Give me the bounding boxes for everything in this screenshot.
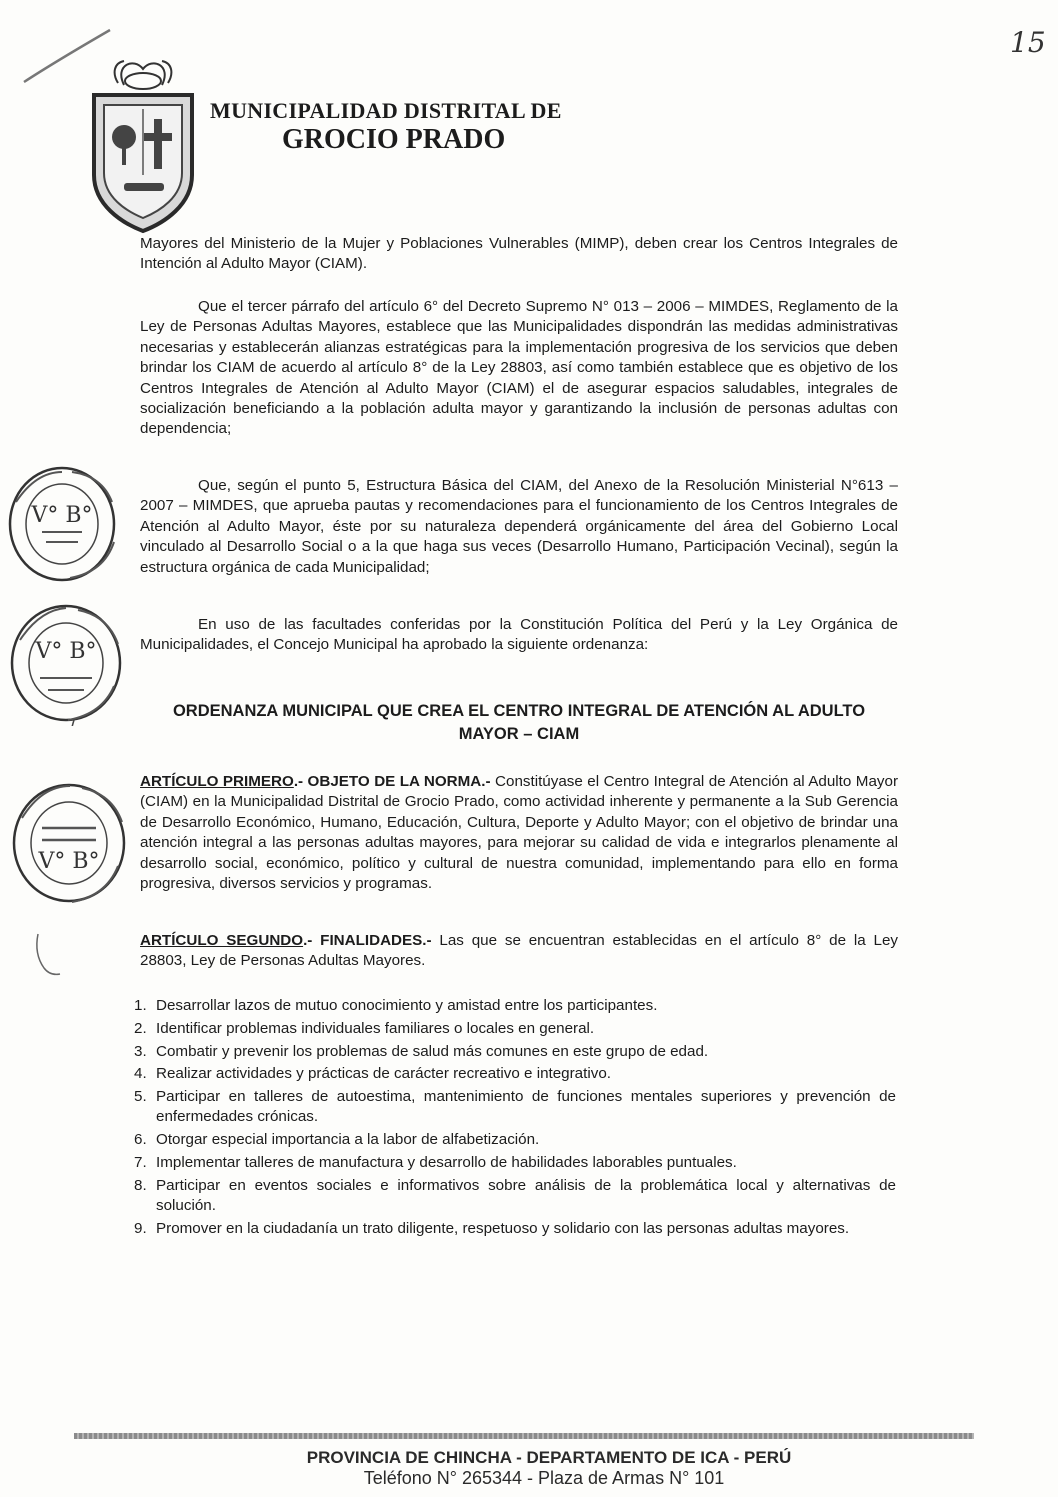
list-item-number: 9. — [134, 1219, 147, 1237]
article-segundo-heading: ARTÍCULO SEGUNDO — [140, 932, 304, 949]
municipal-coat-of-arms — [84, 55, 202, 235]
page-number: 15 — [1010, 26, 1046, 59]
list-item-text: Participar en talleres de autoestima, mantenimiento de funciones mentales superiores y prevención de enfermedades crónicas. — [156, 1088, 896, 1126]
list-item — [134, 1019, 896, 1039]
stamp-gerencia-municipal — [6, 778, 132, 908]
list-item-number: 7. — [134, 1153, 147, 1171]
list-item-number: 6. — [134, 1131, 147, 1149]
list-item-text: Implementar talleres de manufactura y desarrollo de habilidades laborables puntuales. — [156, 1153, 737, 1171]
paragraph-continuation: Mayores del Ministerio de la Mujer y Poblaciones Vulnerables (MIMP), deben crear los Centros Integrales de Intención al Adulto Mayor (CIAM). — [140, 235, 898, 273]
list-item — [134, 1130, 896, 1150]
finalidades-list — [134, 996, 896, 1242]
footer-province: PROVINCIA DE CHINCHA - DEPARTAMENTO DE ICA - PERÚ — [306, 1448, 792, 1467]
list-item-number: 8. — [134, 1176, 147, 1194]
footer-contact: Teléfono N° 265344 - Plaza de Armas N° 101 — [363, 1468, 725, 1488]
list-item — [134, 996, 896, 1016]
paragraph-resolucion-ministerial: Que, según el punto 5, Estructura Básica del CIAM, del Anexo de la Resolución Ministerial N°613 – 2007 – MIMDES, que aprueba pautas y recomendaciones para el funcionamiento de los Centros Integrales de Atención al Adulto Mayor, éste por su naturaleza dependerá orgánicamente del área del Gobierno Local vinculado al Desarrollo Social o a la que haga sus veces (Desarrollo Humano, Participación Vecinal), según la estructura orgánica de cada Municipalidad; — [140, 477, 898, 576]
stamp-asesoria-legal — [4, 600, 128, 726]
article-primero-heading: ARTÍCULO PRIMERO — [140, 773, 294, 790]
stamp-despacho-alcaldia — [2, 462, 124, 586]
ordinance-title-line2: MAYOR – CIAM — [458, 725, 580, 743]
pen-mark — [30, 930, 70, 980]
article-segundo — [140, 931, 898, 972]
ordinance-title-line1: ORDENANZA MUNICIPAL QUE CREA EL CENTRO INTEGRAL DE ATENCIÓN AL ADULTO — [172, 702, 866, 720]
list-item-text: Identificar problemas individuales familiares o locales en general. — [156, 1019, 595, 1037]
list-item-number: 1. — [134, 997, 147, 1014]
list-item-text: Otorgar especial importancia a la labor de alfabetización. — [156, 1131, 540, 1149]
paragraph-decreto-supremo: Que el tercer párrafo del artículo 6° del Decreto Supremo N° 013 – 2006 – MIMDES, Reglamento de la Ley de Personas Adultas Mayores, establece que las Municipalidades dispondrán las medidas administrativas necesarias y establecerán alianzas estratégicas para la implementación progresiva de los servicios que deben brindar los CIAM de acuerdo al artículo 8° de la Ley 28803, así como también establece que es objetivo de los Centros Integrales de Atención al Adulto Mayor (CIAM) el de asegurar espacios saludables, integrales de socialización beneficiando a la población adulta mayor y garantizando la inclusión de personas adultas con dependencia; — [140, 298, 898, 438]
list-item — [134, 1219, 896, 1239]
list-item-number: 2. — [134, 1019, 147, 1037]
list-item — [134, 1064, 896, 1084]
header-municipality-line: MUNICIPALIDAD DISTRITAL DE — [210, 98, 562, 123]
list-item-text: Realizar actividades y prácticas de carácter recreativo e integrativo. — [156, 1065, 611, 1083]
svg-text:V° B°: V° B° — [38, 849, 100, 874]
list-item-number: 5. — [134, 1088, 147, 1106]
article-primero-text: Constitúyase el Centro Integral de Atención al Adulto Mayor (CIAM) en la Municipalidad Distrital de Grocio Prado, como actividad inherente y permanente a la Sub Gerencia de Desarrollo Económico, Humano, Educación, Cultura, Deporte y Adulto Mayor; con el objetivo de brindar una atención integral a las personas adultas mayores, para mejorar su calidad de vida e integrarlos plenamente al desarrollo social, económico, político y cultural de nuestra comunidad, implementando para ello en forma progresiva, diversos servicios y programas. — [140, 773, 899, 893]
list-item — [134, 1176, 896, 1216]
footer-rule — [74, 1433, 974, 1439]
header-district-name: GROCIO PRADO — [282, 124, 506, 155]
svg-text:V° B°: V° B° — [35, 639, 97, 664]
paragraph-facultades: En uso de las facultades conferidas por la Constitución Política del Perú y la Ley Orgánica de Municipalidades, el Concejo Municipal ha aprobado la siguiente ordenanza: — [140, 616, 898, 654]
list-item — [134, 1087, 896, 1127]
article-primero — [140, 772, 898, 894]
article-segundo-subheading: .- FINALIDADES.- — [303, 932, 432, 949]
list-item — [134, 1153, 896, 1173]
list-item — [134, 1042, 896, 1062]
ordinance-title — [140, 700, 898, 746]
list-item-number: 3. — [134, 1042, 147, 1060]
article-primero-subheading: .- OBJETO DE LA NORMA.- — [293, 773, 491, 790]
list-item-text: Promover en la ciudadanía un trato diligente, respetuoso y solidario con las personas adultas mayores. — [156, 1219, 850, 1237]
article-segundo-text: Las que se encuentran establecidas en el artículo 8° de la Ley 28803, Ley de Personas Adultas Mayores. — [140, 932, 899, 970]
list-item-number: 4. — [134, 1065, 147, 1083]
svg-text:V° B°: V° B° — [31, 503, 93, 528]
list-item-text: Desarrollar lazos de mutuo conocimiento y amistad entre los participantes. — [156, 997, 658, 1014]
list-item-text: Combatir y prevenir los problemas de salud más comunes en este grupo de edad. — [156, 1042, 709, 1060]
list-item-text: Participar en eventos sociales e informativos sobre análisis de la problemática local y alternativas de solución. — [156, 1176, 896, 1214]
